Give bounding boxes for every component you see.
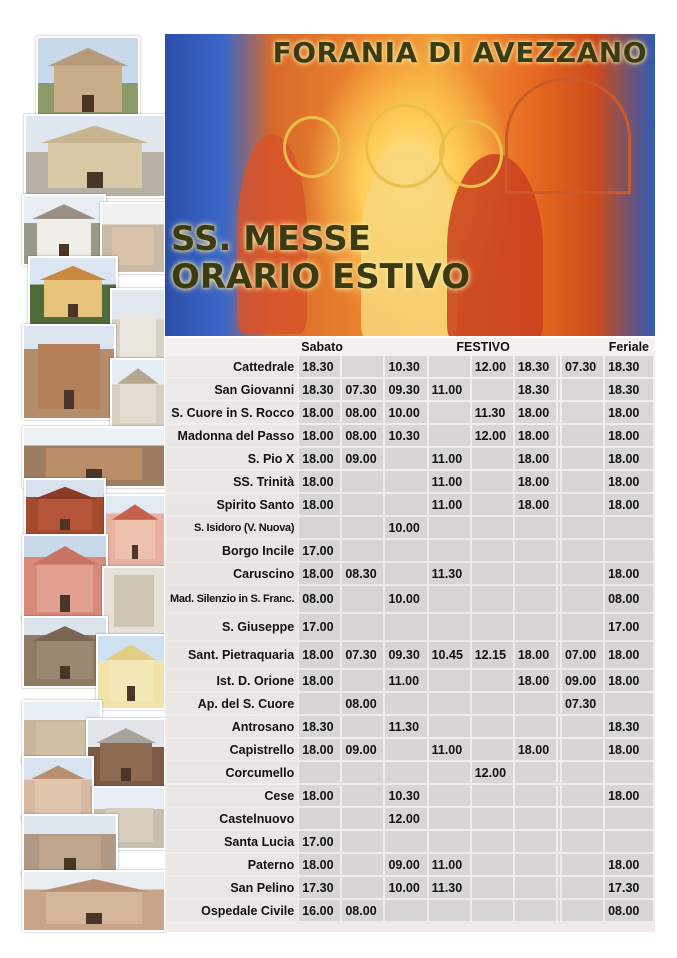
time-festivo	[385, 471, 426, 492]
time-festivo: 10.00	[385, 402, 426, 423]
time-festivo: 12.00	[472, 425, 513, 446]
column-gap	[558, 831, 560, 852]
time-sabato: 17.00	[299, 831, 340, 852]
church-name: Borgo Incile	[167, 540, 297, 561]
schedule-table	[165, 338, 655, 923]
time-sabato: 18.00	[299, 402, 340, 423]
time-festivo: 10.00	[385, 586, 426, 612]
column-gap	[558, 670, 560, 691]
header-festivo: FESTIVO	[456, 340, 510, 354]
time-festivo: 08.00	[342, 900, 383, 921]
time-feriale	[605, 693, 653, 714]
time-festivo	[385, 693, 426, 714]
column-gap	[558, 402, 560, 423]
subtitle-line-1: SS. MESSE	[171, 219, 371, 259]
time-festivo	[472, 831, 513, 852]
time-festivo	[472, 563, 513, 584]
time-festivo: 18.00	[515, 425, 556, 446]
church-name: Cese	[167, 785, 297, 806]
church-name: Spirito Santo	[167, 494, 297, 515]
table-row	[167, 854, 653, 875]
time-festivo	[472, 785, 513, 806]
time-feriale	[605, 808, 653, 829]
time-festivo	[472, 900, 513, 921]
table-row	[167, 831, 653, 852]
column-gap	[558, 540, 560, 561]
time-feriale: 07.30	[562, 693, 603, 714]
time-feriale	[562, 762, 603, 783]
time-festivo	[515, 854, 556, 875]
halo-right	[439, 120, 503, 188]
church-name: Madonna del Passo	[167, 425, 297, 446]
table-row	[167, 494, 653, 515]
time-festivo	[429, 762, 470, 783]
time-sabato: 18.30	[299, 356, 340, 377]
time-feriale: 18.30	[605, 379, 653, 400]
header-sabato: Sabato	[301, 340, 343, 354]
column-gap	[558, 642, 560, 668]
time-feriale	[562, 785, 603, 806]
church-name: Corcumello	[167, 762, 297, 783]
time-festivo	[385, 739, 426, 760]
church-photo	[24, 478, 106, 538]
time-festivo	[429, 402, 470, 423]
church-name: S. Isidoro (V. Nuova)	[167, 517, 297, 538]
time-festivo: 09.00	[342, 448, 383, 469]
time-festivo	[429, 586, 470, 612]
time-sabato: 17.00	[299, 614, 340, 640]
time-festivo	[515, 540, 556, 561]
church-name: San Pelino	[167, 877, 297, 898]
time-feriale	[562, 402, 603, 423]
time-festivo	[342, 877, 383, 898]
time-feriale: 08.00	[605, 900, 653, 921]
time-festivo	[342, 614, 383, 640]
time-festivo	[385, 540, 426, 561]
time-feriale: 08.00	[605, 586, 653, 612]
time-sabato: 18.00	[299, 670, 340, 691]
time-festivo: 11.30	[429, 877, 470, 898]
church-name: Ospedale Civile	[167, 900, 297, 921]
time-festivo	[472, 808, 513, 829]
column-gap	[558, 762, 560, 783]
time-sabato: 17.00	[299, 540, 340, 561]
time-sabato: 18.00	[299, 642, 340, 668]
time-festivo: 18.00	[515, 494, 556, 515]
column-gap	[558, 877, 560, 898]
subtitle	[171, 220, 470, 296]
time-feriale: 18.00	[605, 448, 653, 469]
time-festivo	[342, 471, 383, 492]
time-feriale: 18.00	[605, 494, 653, 515]
time-festivo	[429, 831, 470, 852]
church-name: Ap. del S. Cuore	[167, 693, 297, 714]
time-festivo: 09.00	[385, 854, 426, 875]
time-festivo: 11.30	[472, 402, 513, 423]
time-festivo	[342, 670, 383, 691]
time-festivo: 11.00	[429, 494, 470, 515]
time-feriale	[562, 586, 603, 612]
time-festivo: 08.00	[342, 402, 383, 423]
column-gap	[558, 471, 560, 492]
church-photo	[110, 358, 166, 432]
time-feriale	[562, 379, 603, 400]
church-photo	[86, 718, 166, 790]
time-festivo: 11.00	[429, 854, 470, 875]
church-photo	[24, 114, 166, 198]
time-festivo: 07.30	[342, 379, 383, 400]
time-festivo	[342, 356, 383, 377]
time-sabato: 08.00	[299, 586, 340, 612]
time-festivo: 18.00	[515, 471, 556, 492]
time-festivo	[385, 614, 426, 640]
hero-artwork	[165, 34, 655, 336]
time-feriale: 07.00	[562, 642, 603, 668]
column-gap	[558, 356, 560, 377]
time-festivo: 10.30	[385, 425, 426, 446]
time-festivo	[472, 586, 513, 612]
time-festivo	[472, 517, 513, 538]
time-feriale: 18.00	[605, 785, 653, 806]
time-festivo	[515, 808, 556, 829]
table-row	[167, 693, 653, 714]
time-feriale	[562, 831, 603, 852]
time-festivo: 18.30	[515, 356, 556, 377]
church-photo	[22, 534, 108, 622]
subtitle-line-2: ORARIO ESTIVO	[171, 257, 471, 297]
time-festivo: 10.30	[385, 785, 426, 806]
time-festivo	[429, 808, 470, 829]
time-feriale	[562, 471, 603, 492]
column-gap	[558, 379, 560, 400]
table-row	[167, 670, 653, 691]
time-festivo	[472, 379, 513, 400]
table-row	[167, 471, 653, 492]
time-sabato: 18.00	[299, 563, 340, 584]
time-festivo	[472, 739, 513, 760]
table-row	[167, 448, 653, 469]
time-feriale	[605, 762, 653, 783]
time-festivo: 11.00	[429, 739, 470, 760]
time-festivo	[515, 716, 556, 737]
time-festivo	[515, 831, 556, 852]
time-festivo: 18.00	[515, 448, 556, 469]
time-sabato: 18.00	[299, 471, 340, 492]
church-photo	[22, 870, 166, 932]
time-festivo	[472, 471, 513, 492]
time-festivo: 11.00	[429, 471, 470, 492]
time-festivo: 11.30	[385, 716, 426, 737]
time-festivo: 12.15	[472, 642, 513, 668]
church-name: Santa Lucia	[167, 831, 297, 852]
time-feriale	[562, 900, 603, 921]
time-festivo: 10.45	[429, 642, 470, 668]
table-row	[167, 762, 653, 783]
halo-left	[283, 116, 341, 178]
time-festivo	[342, 762, 383, 783]
time-festivo	[342, 586, 383, 612]
time-festivo	[515, 877, 556, 898]
time-feriale: 18.00	[605, 739, 653, 760]
time-festivo: 11.00	[429, 448, 470, 469]
table-row	[167, 586, 653, 612]
church-name: Sant. Pietraquaria	[167, 642, 297, 668]
church-photo	[28, 256, 118, 326]
table-row	[167, 517, 653, 538]
time-sabato: 18.00	[299, 854, 340, 875]
time-sabato: 18.30	[299, 716, 340, 737]
time-feriale	[562, 877, 603, 898]
time-sabato: 18.00	[299, 785, 340, 806]
church-name: Antrosano	[167, 716, 297, 737]
church-name: Mad. Silenzio in S. Franc.	[167, 586, 297, 612]
time-festivo	[515, 563, 556, 584]
time-festivo	[472, 854, 513, 875]
time-feriale	[562, 425, 603, 446]
table-row	[167, 356, 653, 377]
church-photo	[102, 566, 166, 636]
time-festivo	[385, 762, 426, 783]
time-feriale	[605, 517, 653, 538]
time-festivo: 12.00	[385, 808, 426, 829]
time-feriale: 18.00	[605, 642, 653, 668]
time-festivo	[515, 614, 556, 640]
mass-schedule	[165, 338, 655, 932]
time-feriale	[562, 494, 603, 515]
church-photo	[104, 494, 166, 568]
time-feriale: 09.00	[562, 670, 603, 691]
time-festivo	[472, 670, 513, 691]
time-festivo: 18.30	[515, 379, 556, 400]
table-row	[167, 716, 653, 737]
table-row	[167, 785, 653, 806]
church-name: Capistrello	[167, 739, 297, 760]
time-sabato: 18.00	[299, 425, 340, 446]
time-feriale: 18.30	[605, 356, 653, 377]
time-feriale: 18.00	[605, 670, 653, 691]
time-feriale	[562, 808, 603, 829]
table-row	[167, 877, 653, 898]
time-festivo	[515, 762, 556, 783]
time-festivo	[342, 494, 383, 515]
time-festivo: 08.00	[342, 693, 383, 714]
time-festivo	[472, 540, 513, 561]
time-feriale	[562, 716, 603, 737]
church-name: S. Cuore in S. Rocco	[167, 402, 297, 423]
time-feriale	[562, 614, 603, 640]
time-festivo: 10.00	[385, 517, 426, 538]
time-sabato: 18.30	[299, 379, 340, 400]
time-festivo	[515, 693, 556, 714]
time-festivo	[342, 785, 383, 806]
time-sabato: 16.00	[299, 900, 340, 921]
time-festivo	[342, 517, 383, 538]
time-festivo	[515, 785, 556, 806]
church-name: Cattedrale	[167, 356, 297, 377]
column-gap	[558, 900, 560, 921]
time-festivo	[429, 614, 470, 640]
column-gap	[558, 854, 560, 875]
time-festivo: 11.00	[429, 379, 470, 400]
church-photo	[36, 36, 140, 122]
time-festivo: 11.00	[385, 670, 426, 691]
arch-window	[505, 78, 631, 194]
church-name: Castelnuovo	[167, 808, 297, 829]
time-festivo	[385, 831, 426, 852]
table-header-row	[167, 340, 653, 354]
time-festivo	[515, 517, 556, 538]
time-sabato	[299, 808, 340, 829]
table-row	[167, 642, 653, 668]
time-festivo	[472, 693, 513, 714]
table-row	[167, 563, 653, 584]
time-sabato	[299, 517, 340, 538]
time-feriale	[562, 448, 603, 469]
time-festivo: 08.30	[342, 563, 383, 584]
church-name: San Giovanni	[167, 379, 297, 400]
time-feriale: 07.30	[562, 356, 603, 377]
time-sabato: 18.00	[299, 448, 340, 469]
header-feriale: Feriale	[608, 340, 649, 354]
church-photo	[22, 324, 116, 420]
time-festivo	[429, 900, 470, 921]
time-feriale	[562, 739, 603, 760]
time-feriale	[605, 540, 653, 561]
time-sabato: 18.00	[299, 739, 340, 760]
time-sabato	[299, 762, 340, 783]
time-festivo	[342, 716, 383, 737]
halo-center	[365, 104, 445, 188]
time-festivo: 07.30	[342, 642, 383, 668]
table-row	[167, 425, 653, 446]
time-festivo: 10.30	[385, 356, 426, 377]
time-festivo	[472, 614, 513, 640]
column-gap	[558, 517, 560, 538]
church-photo	[22, 756, 94, 822]
time-feriale: 18.00	[605, 402, 653, 423]
column-gap	[558, 693, 560, 714]
time-feriale: 18.00	[605, 471, 653, 492]
time-festivo	[385, 448, 426, 469]
column-gap	[558, 614, 560, 640]
time-festivo	[385, 494, 426, 515]
time-festivo	[515, 586, 556, 612]
time-sabato: 18.00	[299, 494, 340, 515]
time-festivo	[429, 670, 470, 691]
church-photo	[110, 288, 166, 366]
time-festivo: 09.30	[385, 642, 426, 668]
church-photo	[22, 814, 118, 878]
column-gap	[558, 586, 560, 612]
church-name: Caruscino	[167, 563, 297, 584]
time-festivo	[429, 716, 470, 737]
time-feriale: 18.30	[605, 716, 653, 737]
page-title: FORANIA DI AVEZZANO	[272, 36, 647, 69]
time-festivo: 08.00	[342, 425, 383, 446]
time-feriale	[562, 854, 603, 875]
time-festivo	[385, 900, 426, 921]
time-festivo: 09.00	[342, 739, 383, 760]
church-name: S. Pio X	[167, 448, 297, 469]
time-festivo	[472, 448, 513, 469]
column-gap	[558, 716, 560, 737]
time-festivo	[472, 716, 513, 737]
church-name: S. Giuseppe	[167, 614, 297, 640]
time-festivo: 18.00	[515, 402, 556, 423]
time-feriale	[562, 563, 603, 584]
time-festivo	[429, 540, 470, 561]
table-row	[167, 402, 653, 423]
table-row	[167, 379, 653, 400]
time-festivo	[429, 693, 470, 714]
table-row	[167, 808, 653, 829]
time-festivo	[342, 540, 383, 561]
time-sabato: 17.30	[299, 877, 340, 898]
church-photo	[96, 634, 166, 710]
time-sabato	[299, 693, 340, 714]
column-gap	[558, 808, 560, 829]
time-feriale	[562, 540, 603, 561]
time-festivo	[515, 900, 556, 921]
time-festivo: 10.00	[385, 877, 426, 898]
time-festivo: 11.30	[429, 563, 470, 584]
time-feriale	[605, 831, 653, 852]
time-festivo: 18.00	[515, 642, 556, 668]
column-gap	[558, 425, 560, 446]
time-festivo	[385, 563, 426, 584]
church-name: Paterno	[167, 854, 297, 875]
column-gap	[558, 739, 560, 760]
time-festivo	[342, 808, 383, 829]
time-festivo: 18.00	[515, 670, 556, 691]
table-row	[167, 739, 653, 760]
time-feriale	[562, 517, 603, 538]
table-row	[167, 900, 653, 921]
column-gap	[558, 494, 560, 515]
church-photo-collage	[22, 34, 162, 930]
column-gap	[558, 785, 560, 806]
column-gap	[558, 563, 560, 584]
time-festivo: 12.00	[472, 762, 513, 783]
time-festivo	[472, 494, 513, 515]
time-festivo	[342, 831, 383, 852]
time-festivo	[429, 356, 470, 377]
time-feriale: 17.00	[605, 614, 653, 640]
time-festivo	[429, 425, 470, 446]
time-festivo: 09.30	[385, 379, 426, 400]
table-row	[167, 614, 653, 640]
church-name: SS. Trinità	[167, 471, 297, 492]
time-festivo	[429, 517, 470, 538]
time-festivo: 12.00	[472, 356, 513, 377]
table-row	[167, 540, 653, 561]
time-festivo	[472, 877, 513, 898]
time-festivo	[342, 854, 383, 875]
time-festivo	[429, 785, 470, 806]
time-feriale: 18.00	[605, 563, 653, 584]
column-gap	[558, 448, 560, 469]
time-festivo: 18.00	[515, 739, 556, 760]
time-feriale: 17.30	[605, 877, 653, 898]
time-feriale: 18.00	[605, 854, 653, 875]
time-feriale: 18.00	[605, 425, 653, 446]
church-name: Ist. D. Orione	[167, 670, 297, 691]
